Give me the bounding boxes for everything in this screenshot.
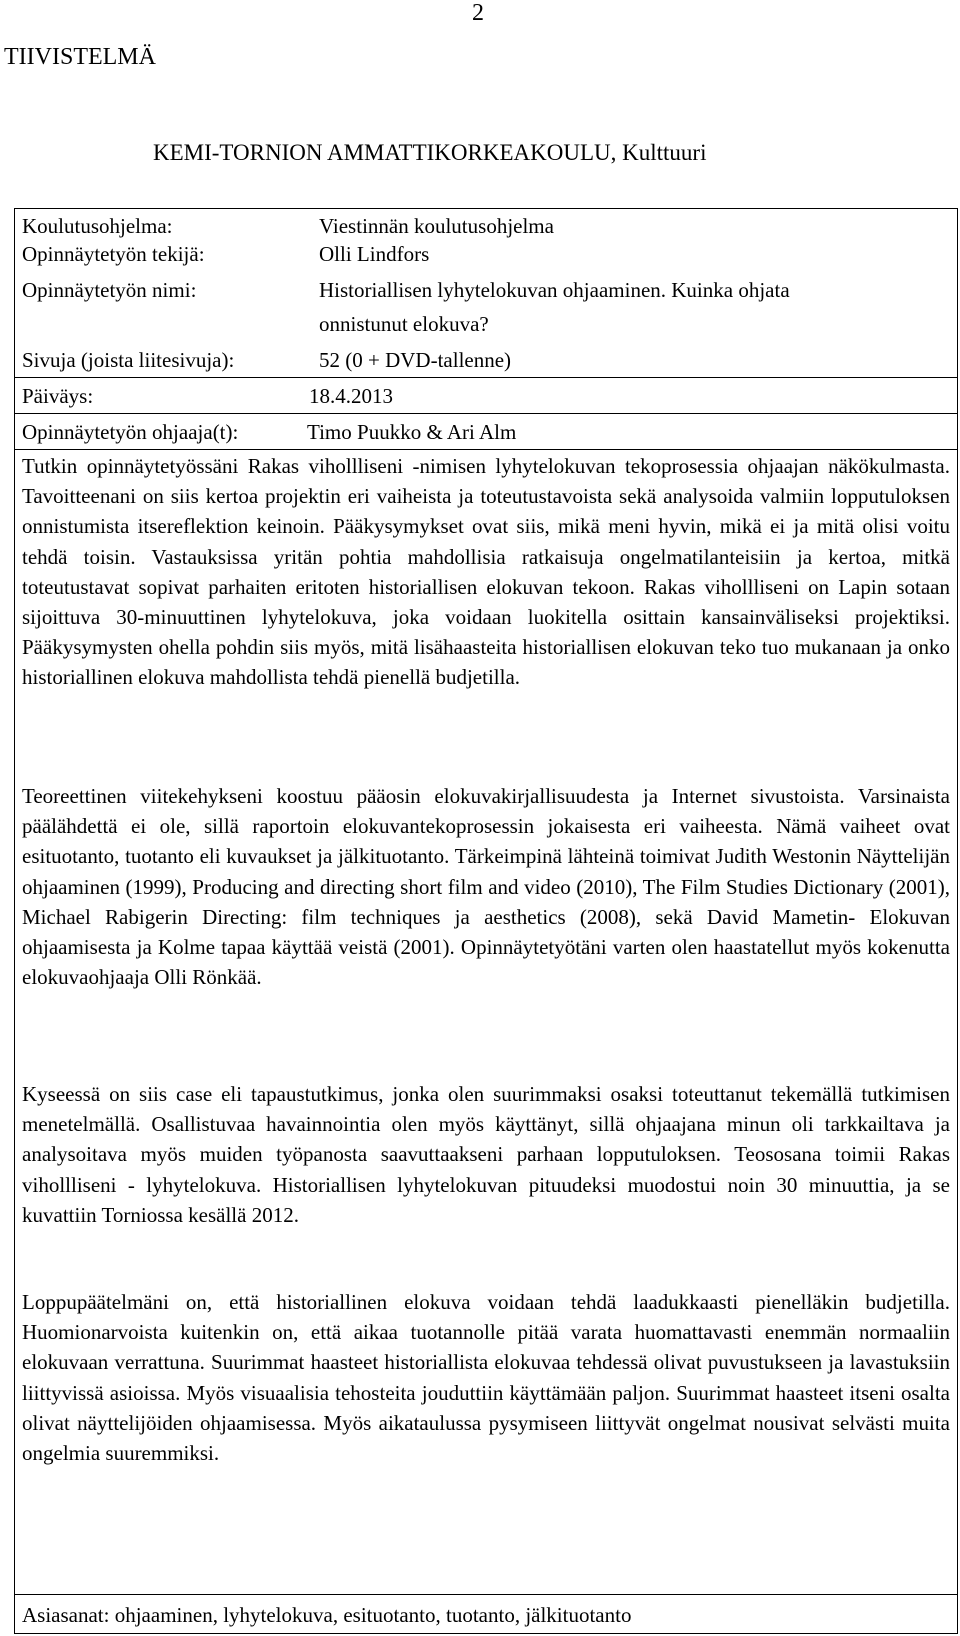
field-value-line-2: onnistunut elokuva? (319, 312, 489, 336)
divider (15, 377, 957, 378)
abstract-paragraph: Loppupäätelmäni on, että historiallinen elokuva voidaan tehdä laadukkaasti pienelläkin budjetilla. Huomionarvoista kuitenkin on, että aikaa tuotannolle pitää varata huomattavasti enemmän normaaliin elokuvaan verrattuna. Suurimmat haasteet historiallista elokuvaa tehdessä olivat puvustukseen ja lavastuksiin liittyvissä asioissa. Myös visuaalisia tehosteita jouduttiin käyttämään paljon. Suurimmat haasteet itseni osalta olivat näyttelijöiden ohjaamisessa. Myös aikataulussa pysymiseen liittyvät ongelmat nousivat selvästi muita ongelmia suuremmiksi. (22, 1290, 950, 1466)
abstract-paragraph: Kyseessä on siis case eli tapaustutkimus, jonka olen suurimmaksi osaksi toteuttanut tekemällä tutkimisen menetelmällä. Osallistuvaa havainnointia olen myös käyttänyt, sillä ohjaajana minun oli tarkkailtava ja analysoitava myös muiden työpanosta saavuttaakseni parhaan lopputuloksen. Teososana toimii Rakas vihollliseni - lyhytelokuva. Historiallisen lyhytelokuvan pituudeksi muodostui noin 30 minuuttia, ja se kuvattiin Torniossa kesällä 2012. (22, 1082, 950, 1227)
divider (15, 1594, 957, 1595)
abstract-form (14, 208, 958, 1634)
divider (15, 413, 957, 414)
field-label: Päiväys: (22, 384, 94, 408)
field-label: Opinnäytetyön tekijä: (22, 242, 205, 266)
abstract-paragraph: Tutkin opinnäytetyössäni Rakas vihollliseni -nimisen lyhytelokuvan tekoprosessia ohjaajan näkökulmasta. Tavoitteenani on siis kertoa projektin eri vaiheista ja toteutustavoista sekä analysoida valmiin lopputuloksen onnistumista itsereflektion keinoin. Pääkysymykset ovat siis, mikä meni hyvin, mikä ei ja mitä olisi voitu tehdä toisin. Vastauksissa yritän pohtia mahdollisia ratkaisuja ongelmatilanteisiin ja kertoa, mitkä toteutustavat sopivat parhaiten eritoten historiallisen elokuvan tekoon. Rakas vihollliseni on Lapin sotaan sijoittuva 30-minuuttinen lyhytelokuva, joka voidaan luokitella osittain kansainväliseksi projektiksi. Pääkysymysten ohella pohdin siis myös, mitä lisähaasteita historiallisen elokuvan teko tuo mukanaan ja onko historiallinen elokuva mahdollista tehdä pienellä budjetilla. (22, 454, 950, 690)
page-heading: TIIVISTELMÄ (4, 44, 156, 70)
field-value-line-1: Historiallisen lyhytelokuvan ohjaaminen. Kuinka ohjata (319, 278, 790, 302)
page-number: 2 (472, 0, 484, 26)
field-label: Koulutusohjelma: (22, 214, 173, 238)
field-value: Viestinnän koulutusohjelma (319, 214, 554, 238)
field-value: 18.4.2013 (309, 384, 393, 408)
field-value: 52 (0 + DVD-tallenne) (319, 348, 512, 372)
field-value: Timo Puukko & Ari Alm (307, 420, 517, 444)
institution-name: KEMI-TORNION AMMATTIKORKEAKOULU, Kulttuuri (153, 140, 707, 165)
field-label: Opinnäytetyön ohjaaja(t): (22, 420, 239, 444)
keywords: Asiasanat: ohjaaminen, lyhytelokuva, esituotanto, tuotanto, jälkituotanto (22, 1603, 632, 1627)
field-label: Opinnäytetyön nimi: (22, 278, 197, 302)
field-value: Olli Lindfors (319, 242, 430, 266)
abstract-paragraph: Teoreettinen viitekehykseni koostuu pääosin elokuvakirjallisuudesta ja Internet sivustoista. Varsinaista päälähdettä ei ole, sillä raportoin elokuvantekoprosessin jokaisesta eri vaiheesta. Nämä vaiheet ovat esituotanto, tuotanto eli kuvaukset ja jälkituotanto. Tärkeimpinä lähteinä toimivat Judith Westonin Näyttelijän ohjaaminen (1999), Producing and directing short film and video (2010), The Film Studies Dictionary (2001), Michael Rabigerin Directing: film techniques ja aesthetics (2008), sekä David Mametin- Elokuvan ohjaamisesta ja Kolme tapaa käyttää veistä (2001). Opinnäytetyötäni varten olen haastatellut myös kokenutta elokuvaohjaaja Olli Rönkää. (22, 784, 950, 990)
field-label: Sivuja (joista liitesivuja): (22, 348, 235, 372)
divider (15, 449, 957, 450)
